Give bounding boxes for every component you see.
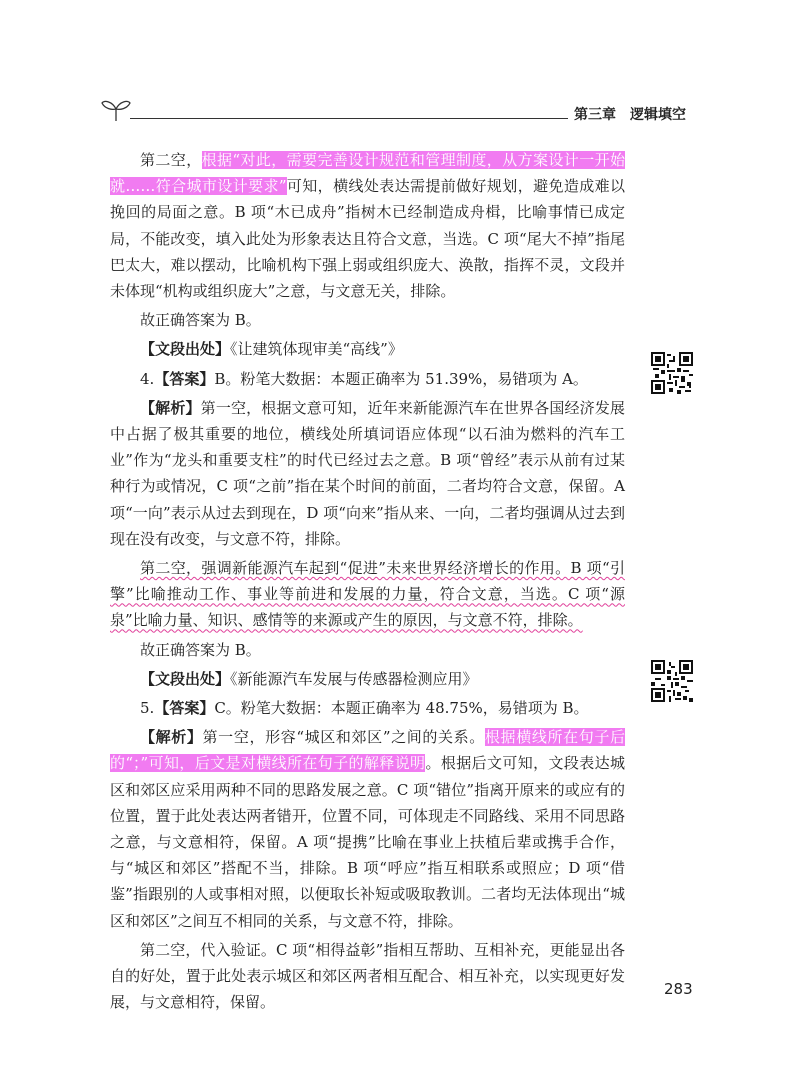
source-line: 【文段出处】《让建筑体现审美“高线”》: [140, 340, 403, 359]
paragraph-second-blank: 第二空，代入验证。C 项“相得益彰”指相互帮助、互相补充，更能显出各自的好处，置于此处表示城区和郊区两者相互配合、相互补充，以实现更好发展，与文意相符，保留。: [110, 940, 625, 1012]
answer-line: 故正确答案为 B。: [140, 640, 261, 659]
page-number: 283: [664, 980, 693, 998]
answer-label: 【答案】: [154, 699, 215, 718]
analysis-label: 【解析】: [140, 398, 201, 417]
answer-header: 5.【答案】C。粉笔大数据：本题正确率为 48.75%，易错项为 B。: [140, 699, 589, 718]
highlight: 根据“对此，需要完善设计规范和管理制度，从方案设计一开始就……符合城市设计要求”: [110, 151, 625, 196]
sprout-icon: [100, 95, 132, 123]
main-content: [110, 147, 625, 1019]
chapter-heading: [574, 104, 686, 124]
answer-line: 故正确答案为 B。: [140, 311, 261, 330]
analysis-paragraph: 【解析】第一空，形容“城区和郊区”之间的关系。根据横线所在句子后的“；”可知，后文是对横线所在句子的解释说明。根据后文可知，文段表达城区和郊区应采用两种不同的思路发展之意。C 项“错位”指离开原来的或应有的位置，置于此处表达两者错开，位置不同，可体现走不同路线、采用不同思路之意，与文意相符，保留。A 项“提携”比喻在事业上扶植后辈或携手合作，与“城区和郊区”搭配不当，排除。B 项“呼应”指互相联系或照应；D 项“借鉴”指跟别的人或事相对照，以便取长补短或吸取教训。二者均无法体现出“城区和郊区”之间互不相同的关系，与文意不符，排除。: [110, 728, 625, 930]
answer-header: 4.【答案】B。粉笔大数据：本题正确率为 51.39%，易错项为 A。: [140, 369, 588, 388]
analysis-label: 【解析】: [140, 728, 203, 747]
qr-code-icon[interactable]: [651, 660, 693, 702]
header-rule: [130, 118, 568, 119]
paragraph-1: 第二空，根据“对此，需要完善设计规范和管理制度，从方案设计一开始就……符合城市设计要求”可知，横线处表达需提前做好规划，避免造成难以挽回的局面之意。B 项“木已成舟”指树木已经制造成舟楫，比喻事情已成定局，不能改变，填入此处为形象表达且符合文意，当选。C 项“尾大不掉”指尾巴太大，难以摆动，比喻机构下强上弱或组织庞大、涣散，指挥不灵，文段并未体现“机构或组织庞大”之意，与文意无关，排除。: [110, 151, 625, 301]
analysis-paragraph: 【解析】第一空，根据文意可知，近年来新能源汽车在世界各国经济发展中占据了极其重要的地位，横线处所填词语应体现“以石油为燃料的汽车工业”作为“龙头和重要支柱”的时代已经过去之意。B 项“曾经”表示从前有过某种行为或情况，C 项“之前”指在某个时间的前面，二者均符合文意，保留。A 项“一向”表示从过去到现在，D 项“向来”指从来、一向，二者均强调从过去到现在没有改变，与文意不符，排除。: [110, 398, 625, 548]
highlight: 根据横线所在句子后的“；”可知，后文是对横线所在句子的解释说明: [110, 728, 625, 773]
source-label: 【文段出处】: [140, 669, 231, 688]
paragraph-second-blank: 第二空，强调新能源汽车起到“促进”未来世界经济增长的作用。B 项“引擎”比喻推动工作、事业等前进和发展的力量，符合文意，当选。C 项“源泉”比喻力量、知识、感情等的来源或产生的原因，与文意不符，排除。: [110, 559, 625, 630]
answer-label: 【答案】: [154, 369, 215, 388]
chapter-number: 第三章: [574, 107, 616, 123]
chapter-title: 逻辑填空: [630, 107, 686, 123]
source-label: 【文段出处】: [140, 340, 231, 359]
source-line: 【文段出处】《新能源汽车发展与传感器检测应用》: [140, 669, 478, 688]
qr-code-icon[interactable]: [651, 352, 693, 394]
